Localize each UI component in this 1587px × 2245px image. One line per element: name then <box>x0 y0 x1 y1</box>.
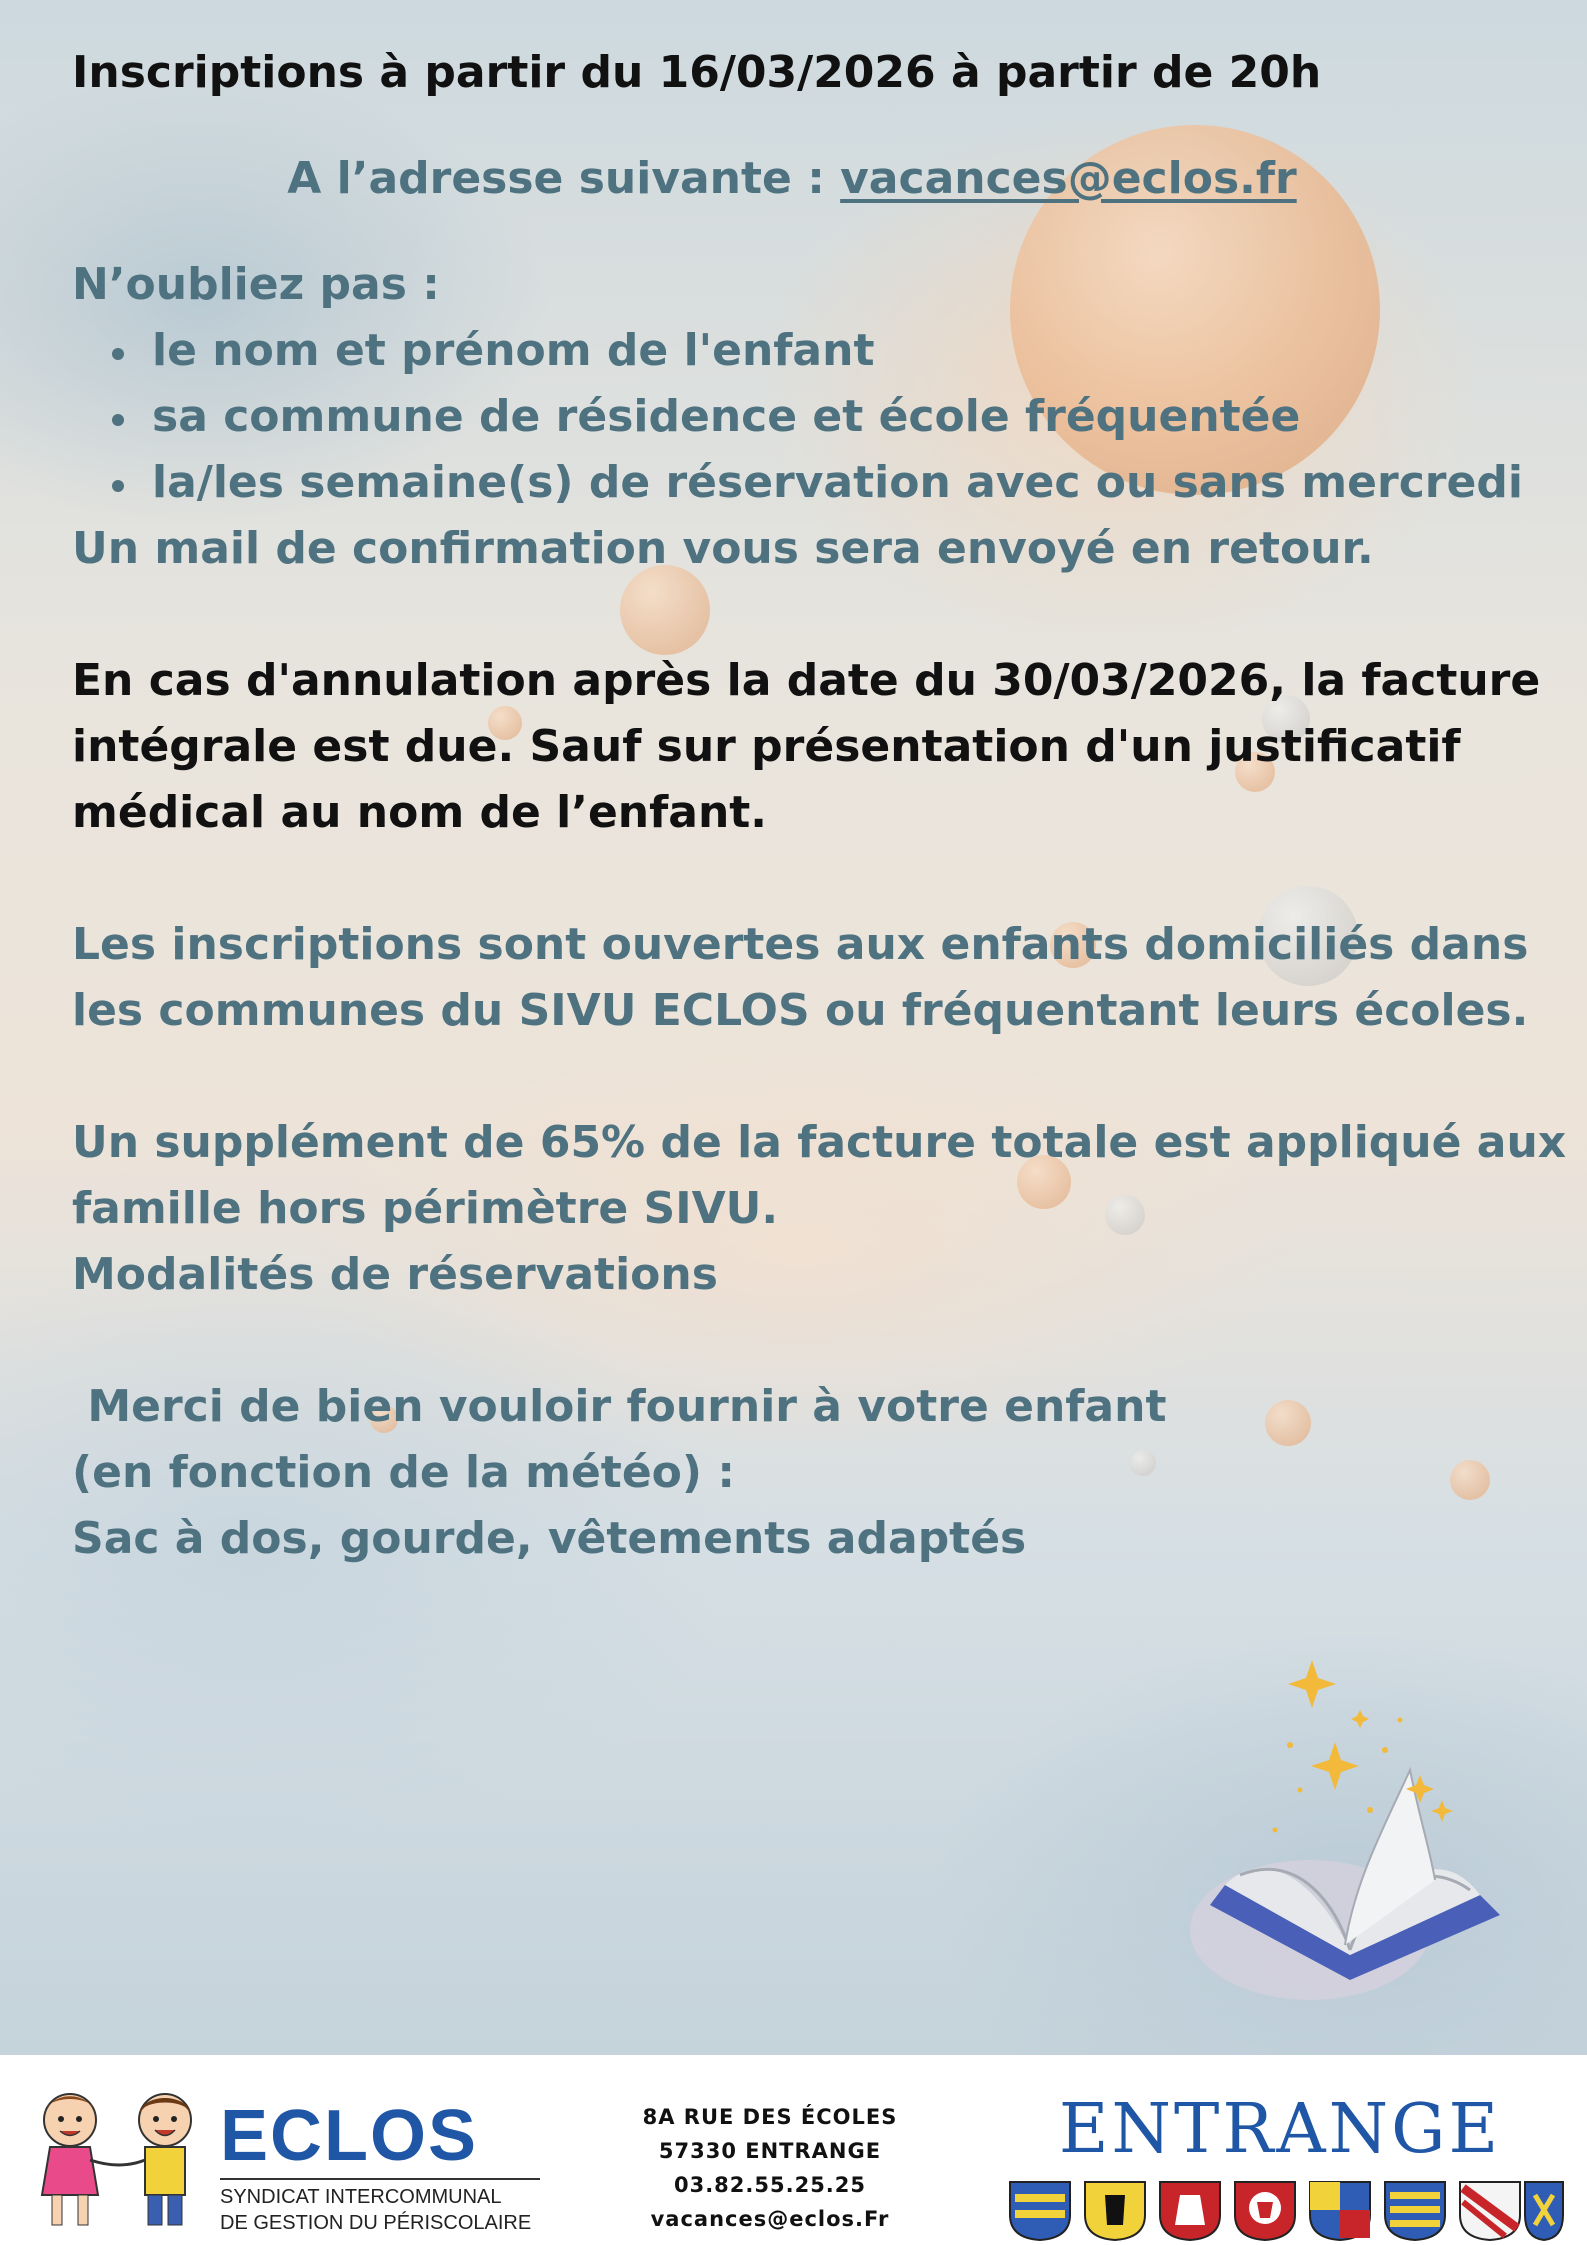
bullet-icon <box>112 414 124 426</box>
reminder-list <box>72 318 1532 516</box>
supplies-note <box>72 1374 1532 1572</box>
coat-of-arms-icon <box>1010 2182 1070 2240</box>
eclos-logo <box>220 2096 540 2236</box>
town-coat-of-arms-row <box>1005 2180 1565 2242</box>
supplement-note <box>72 1110 1567 1308</box>
supplement-line: Un supplément de 65% de la facture totale est appliqué aux <box>72 1117 1567 1168</box>
address-line: 57330 ENTRANGE <box>658 2139 882 2163</box>
footer <box>0 2055 1587 2245</box>
supplement-line: famille hors périmètre SIVU. <box>72 1183 779 1234</box>
contact-email[interactable]: vacances@eclos.Fr <box>650 2207 890 2231</box>
contact-address <box>640 2100 900 2236</box>
registration-email-link[interactable]: vacances@eclos.fr <box>840 153 1297 204</box>
address-line: 8A RUE DES ÉCOLES <box>642 2105 898 2129</box>
reminder-title: N’oubliez pas : <box>72 259 440 310</box>
town-name: ENTRANGE <box>1058 2090 1502 2169</box>
reminder-item <box>72 318 1532 384</box>
reminder-item <box>72 450 1532 516</box>
cancellation-line: En cas d'annulation après la date du 30/03/2026, la facture <box>72 655 1541 706</box>
kids-mascot-logo <box>20 2085 220 2235</box>
phone-number[interactable]: 03.82.55.25.25 <box>673 2173 867 2197</box>
supplies-line: Sac à dos, gourde, vêtements adaptés <box>72 1513 1027 1564</box>
coat-of-arms-icon <box>1085 2182 1145 2240</box>
cancellation-policy <box>72 648 1541 846</box>
cancellation-line: intégrale est due. Sauf sur présentation d'un justificatif <box>72 721 1461 772</box>
coat-of-arms-icon <box>1525 2182 1563 2240</box>
coat-of-arms-icon <box>1385 2182 1445 2240</box>
supplement-line: Modalités de réservations <box>72 1249 718 1300</box>
eclos-subtitle <box>220 2178 540 2236</box>
eligibility-line: les communes du SIVU ECLOS ou fréquentant leurs écoles. <box>72 985 1529 1036</box>
supplies-line: Merci de bien vouloir fournir à votre enfant <box>72 1381 1167 1432</box>
coat-of-arms-icon <box>1160 2182 1220 2240</box>
eclos-name: ECLOS <box>220 2096 479 2176</box>
coat-of-arms-icon <box>1235 2182 1295 2240</box>
reminder-item-text: la/les semaine(s) de réservation avec ou sans mercredi <box>152 457 1523 508</box>
bullet-icon <box>112 348 124 360</box>
coat-of-arms-icon <box>1460 2182 1520 2240</box>
confirmation-note: Un mail de confirmation vous sera envoyé en retour. <box>72 523 1374 574</box>
poster-text <box>72 40 1567 1572</box>
magic-book-illustration <box>1180 1650 1520 2000</box>
registration-headline: Inscriptions à partir du 16/03/2026 à partir de 20h <box>72 47 1322 98</box>
coat-of-arms-icon <box>1310 2182 1370 2240</box>
bullet-icon <box>112 480 124 492</box>
eligibility-note <box>72 912 1532 1044</box>
eclos-subtitle-line: SYNDICAT INTERCOMMUNAL <box>220 2186 502 2208</box>
reminder-item <box>72 384 1532 450</box>
address-line <box>72 146 1512 212</box>
eligibility-line: Les inscriptions sont ouvertes aux enfants domiciliés dans <box>72 919 1529 970</box>
eclos-subtitle-line: DE GESTION DU PÉRISCOLAIRE <box>220 2212 532 2234</box>
address-prefix: A l’adresse suivante : <box>287 153 841 204</box>
cancellation-line: médical au nom de l’enfant. <box>72 787 768 838</box>
reminder-item-text: le nom et prénom de l'enfant <box>152 325 875 376</box>
supplies-line: (en fonction de la météo) : <box>72 1447 735 1498</box>
reminder-item-text: sa commune de résidence et école fréquentée <box>152 391 1301 442</box>
